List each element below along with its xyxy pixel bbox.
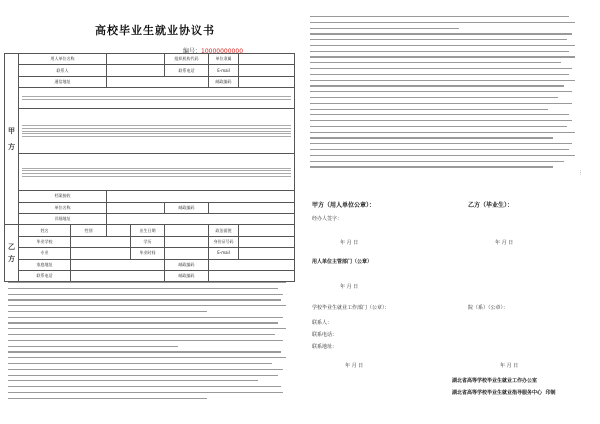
school-label: 毕业学校 [19,236,71,247]
issuer-office: 湖北省高等学校毕业生就业工作办公室 [452,378,538,384]
college-seal-label: 院（系）（公章）： [468,305,509,311]
party-a-date: 年 月 日 [340,240,359,246]
archive-postal-label: 邮政编码 [165,202,209,213]
political-status-field[interactable] [239,225,295,236]
detailed-address-field[interactable] [107,213,295,224]
party-a-rep-label: 经办人签字： [312,216,343,222]
school-contact-label: 联系人： [312,320,333,326]
gender-field[interactable] [107,225,131,236]
birth-date-label: 出生日期 [131,225,165,236]
right-clauses [310,16,580,172]
home-postal-label: 邮政编码 [165,259,209,270]
school-dept-seal-label: 学校毕业生就业工作部门（公章）： [312,305,390,311]
address-field[interactable] [107,76,209,87]
political-status-label: 政治面貌 [209,225,239,236]
id-number-label: 身份证号码 [209,236,239,247]
birth-date-field[interactable] [165,225,209,236]
party-a-label: 甲 方 [5,54,19,225]
supervisor-seal-label: 用人单位主管部门（公章） [312,259,373,265]
home-postal-field[interactable] [209,259,295,270]
archive-label: 档案接收 [19,191,107,202]
party-b-label-right: 乙方（毕业生）： [468,202,514,209]
supervisor-date: 年 月 日 [340,284,359,290]
school-field[interactable] [71,236,131,247]
family-phone-label: 联系电话 [19,270,71,281]
detailed-address-label: 详细地址 [19,213,107,224]
major-label: 专业 [19,248,71,259]
archive-field[interactable] [107,191,295,202]
contact-label: 联系人 [19,65,107,76]
email-label: E-mail [209,65,239,76]
archive-unit-name-label: 单位名称 [19,202,107,213]
document-title: 高校毕业生就业协议书 [95,24,215,37]
student-email-label: E-mail [209,248,239,259]
postal-code-label: 邮政编码 [209,76,239,87]
school-phone-label: 联系电话： [312,332,338,338]
serial-label: 编号： [183,48,202,55]
address-label: 通信地址 [19,76,107,87]
school-dept-date: 年 月 日 [345,363,364,369]
agreement-form-table [4,53,295,282]
email-field[interactable] [239,65,295,76]
affiliation-field[interactable] [239,54,295,65]
archive-unit-name-field[interactable] [107,202,165,213]
gender-label: 性别 [71,225,107,236]
postal-code-field[interactable] [239,76,295,87]
left-clauses [8,282,292,403]
degree-label: 学历 [131,236,165,247]
affiliation-label: 单位隶属 [209,54,239,65]
major-field[interactable] [71,248,131,259]
job-category-options[interactable] [19,154,295,191]
name-label: 姓名 [19,225,71,236]
archive-postal-field[interactable] [209,202,295,213]
issuer-center: 湖北省高等学校毕业生就业指导服务中心 印制 [452,390,556,396]
party-a-seal-label: 甲方（用人单位公章）： [312,202,376,209]
contact-field[interactable] [107,65,165,76]
employer-name-field[interactable] [107,54,165,65]
graduation-time-label: 毕业时间 [131,248,165,259]
graduation-time-field[interactable] [165,248,209,259]
home-address-label: 家庭地址 [19,259,71,270]
vertical-margin-text: … [578,170,584,177]
college-date: 年 月 日 [500,363,519,369]
unit-nature-options[interactable] [19,88,295,109]
school-address-label: 联系地址： [312,344,338,350]
party-b-date: 年 月 日 [495,240,514,246]
student-email-field[interactable] [239,248,295,259]
phone-label: 联系电话 [165,65,209,76]
employer-name-label: 用人单位名称 [19,54,107,65]
family-phone-field[interactable] [71,270,165,281]
party-b-label: 乙 方 [5,225,19,282]
degree-field[interactable] [165,236,209,247]
industry-options[interactable] [19,109,295,154]
family-postal-field[interactable] [209,270,295,281]
org-code-label: 组织机构代码 [165,54,209,65]
family-postal-label: 邮政编码 [165,270,209,281]
serial-value: 10000000000 [201,48,244,55]
home-address-field[interactable] [71,259,165,270]
id-number-field[interactable] [239,236,295,247]
